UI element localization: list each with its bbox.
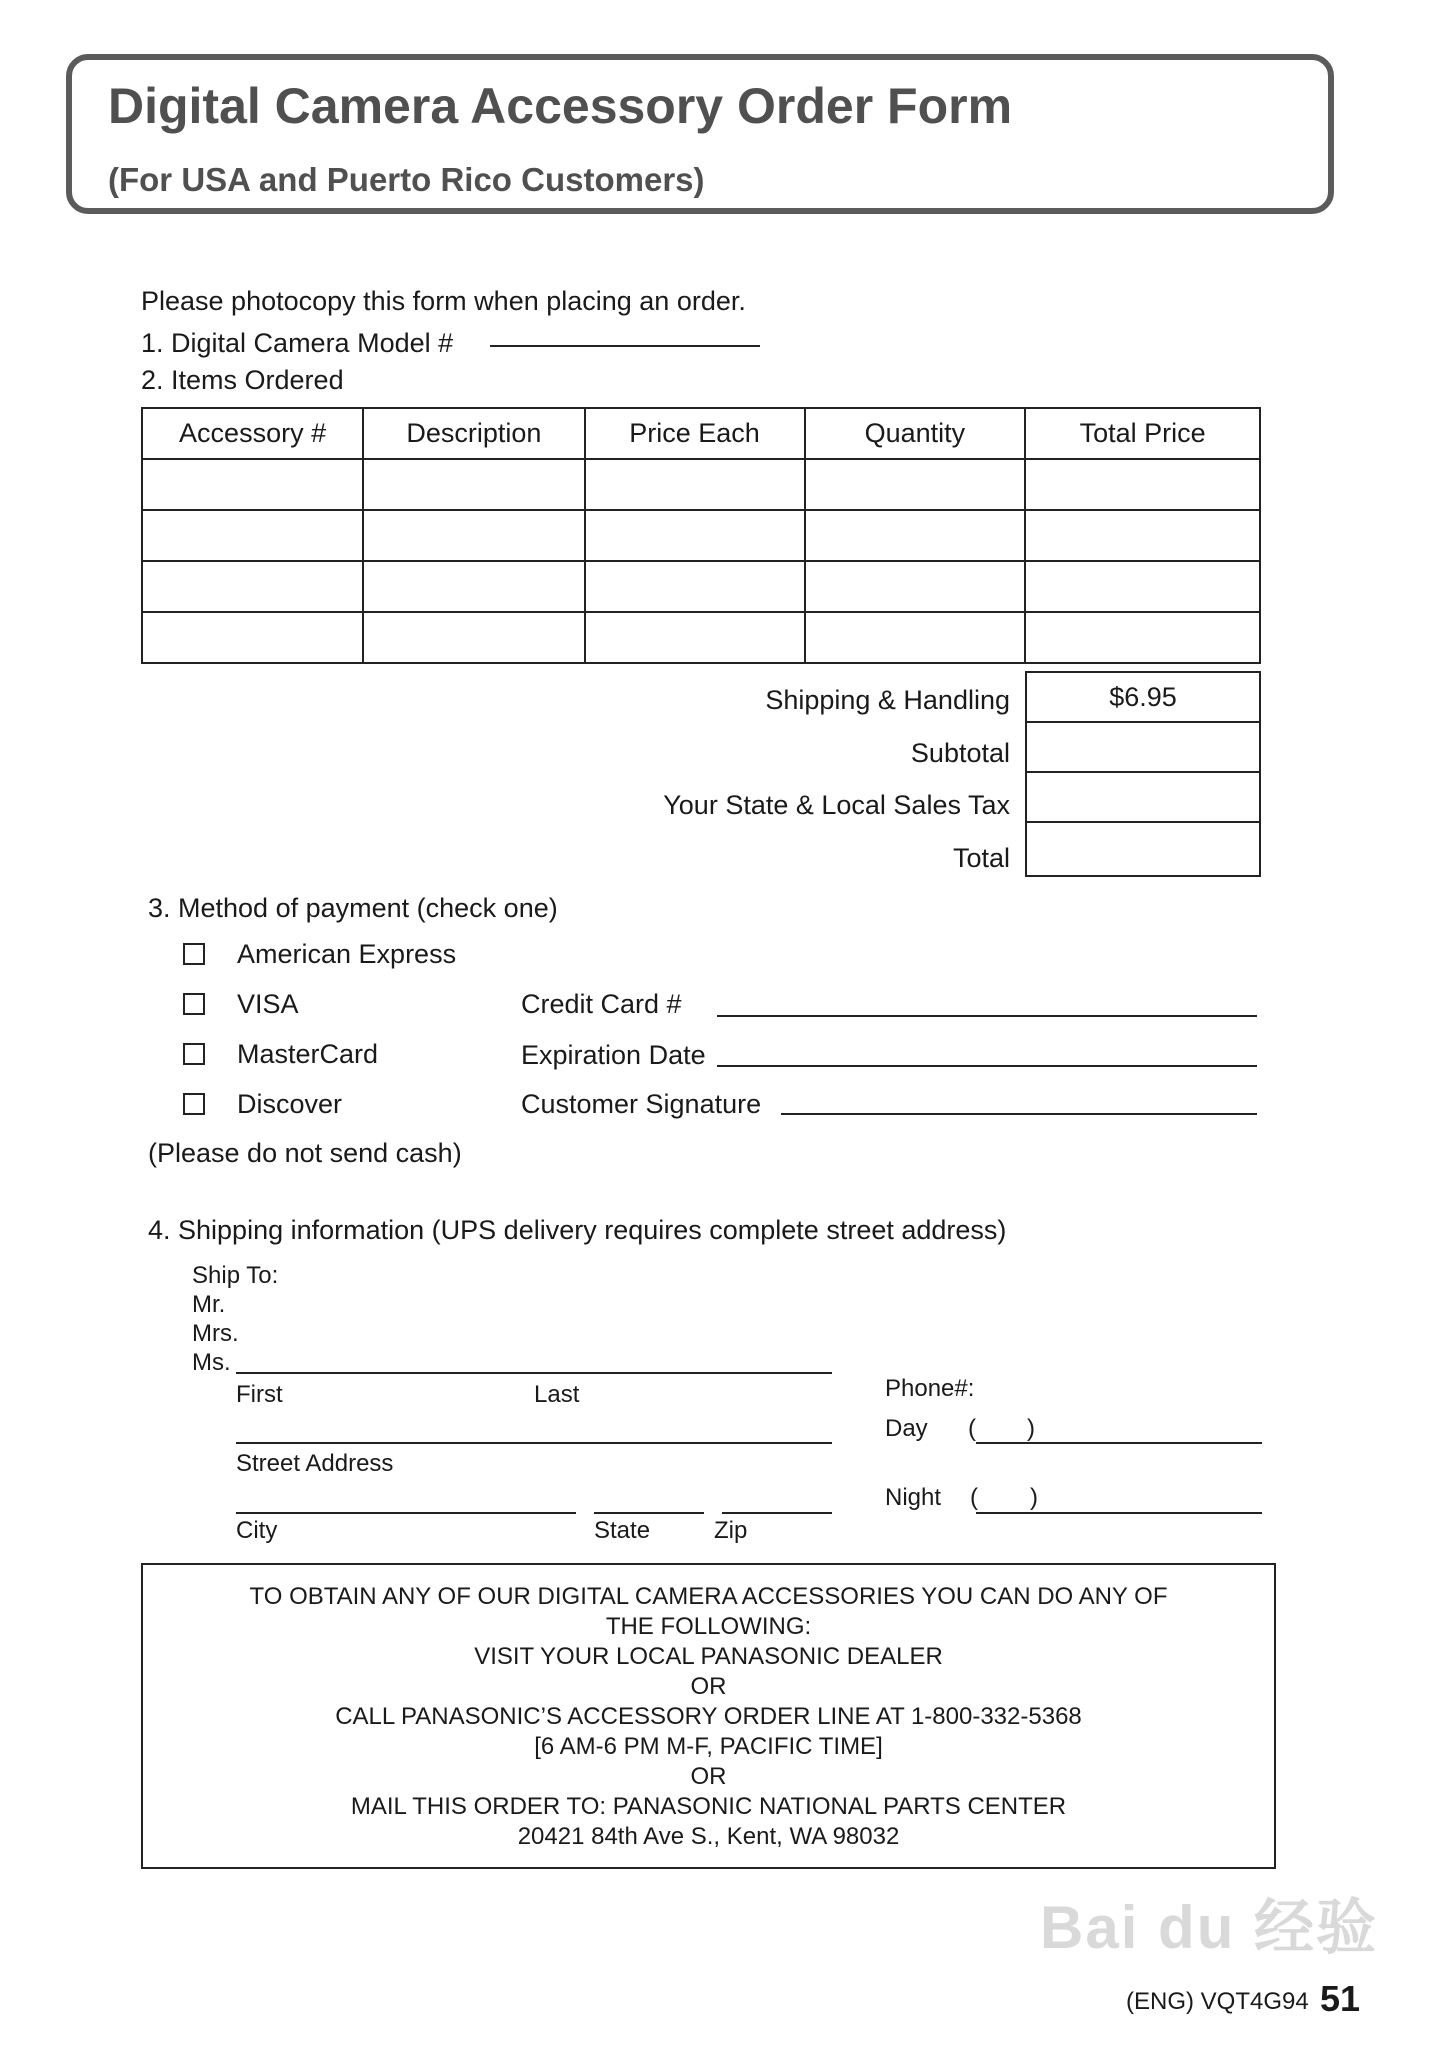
- day-paren-close: ): [1027, 1415, 1035, 1442]
- info-line: [6 AM-6 PM M-F, PACIFIC TIME]: [534, 1733, 883, 1760]
- total-field[interactable]: [1025, 821, 1261, 877]
- table-cell[interactable]: [363, 561, 584, 612]
- table-cell[interactable]: [805, 561, 1026, 612]
- city-label: City: [236, 1517, 278, 1544]
- mrs-label: Mrs.: [192, 1320, 239, 1347]
- sales-tax-label: Your State & Local Sales Tax: [663, 790, 1010, 820]
- zip-label: Zip: [714, 1517, 748, 1544]
- state-label: State: [594, 1517, 651, 1544]
- info-line: THE FOLLOWING:: [605, 1613, 812, 1640]
- photocopy-note: Please photocopy this form when placing an order.: [141, 286, 746, 316]
- option-discover: Discover: [237, 1089, 343, 1119]
- info-line: OR: [690, 1673, 727, 1700]
- table-cell[interactable]: [585, 459, 805, 510]
- table-row: [142, 459, 1260, 510]
- day-phone-field[interactable]: [976, 1442, 1262, 1444]
- table-header-row: [142, 408, 1260, 459]
- table-cell[interactable]: [142, 459, 363, 510]
- ordering-info-box: [141, 1563, 1276, 1869]
- table-cell[interactable]: [805, 612, 1026, 663]
- model-label: 1. Digital Camera Model #: [141, 328, 454, 358]
- items-ordered-label: 2. Items Ordered: [141, 365, 344, 395]
- checkbox-discover[interactable]: [183, 1093, 205, 1115]
- watermark: Bai du 经验: [1040, 1894, 1379, 1961]
- info-line: OR: [690, 1763, 727, 1790]
- checkbox-mastercard[interactable]: [183, 1043, 205, 1065]
- footer-code: (ENG) VQT4G94: [1126, 1988, 1309, 2015]
- table-cell[interactable]: [363, 459, 584, 510]
- header-box: [66, 54, 1334, 214]
- mr-label: Mr.: [192, 1291, 226, 1318]
- customer-signature-label: Customer Signature: [521, 1089, 762, 1119]
- info-line: MAIL THIS ORDER TO: PANASONIC NATIONAL PARTS CENTER: [350, 1793, 1067, 1820]
- table-row: [142, 612, 1260, 663]
- table-cell[interactable]: [585, 561, 805, 612]
- cash-note: (Please do not send cash): [148, 1138, 462, 1168]
- form-title: Digital Camera Accessory Order Form: [108, 78, 1013, 134]
- table-cell[interactable]: [142, 612, 363, 663]
- option-visa: VISA: [237, 989, 299, 1019]
- table-cell[interactable]: [142, 510, 363, 561]
- table-cell[interactable]: [1025, 612, 1260, 663]
- info-line: VISIT YOUR LOCAL PANASONIC DEALER: [474, 1643, 943, 1670]
- expiration-date-label: Expiration Date: [521, 1040, 706, 1070]
- name-field[interactable]: [236, 1372, 832, 1374]
- table-cell[interactable]: [1025, 561, 1260, 612]
- night-paren-close: ): [1030, 1484, 1038, 1511]
- header-accessory: Accessory #: [142, 408, 363, 459]
- expiration-date-field[interactable]: [717, 1065, 1257, 1067]
- first-name-label: First: [236, 1381, 283, 1408]
- table-row: [142, 561, 1260, 612]
- shipping-handling-label: Shipping & Handling: [765, 685, 1010, 715]
- last-name-label: Last: [534, 1381, 580, 1408]
- total-label: Total: [952, 843, 1010, 873]
- ms-label: Ms.: [192, 1349, 231, 1376]
- model-number-field[interactable]: [490, 345, 760, 347]
- header-total-price: Total Price: [1025, 408, 1260, 459]
- street-address-label: Street Address: [236, 1450, 394, 1477]
- shipping-heading: 4. Shipping information (UPS delivery requires complete street address): [148, 1215, 1007, 1245]
- zip-field[interactable]: [722, 1512, 832, 1514]
- info-line: TO OBTAIN ANY OF OUR DIGITAL CAMERA ACCESSORIES YOU CAN DO ANY OF: [249, 1583, 1168, 1610]
- info-line: CALL PANASONIC’S ACCESSORY ORDER LINE AT 1-800-332-5368: [335, 1703, 1082, 1730]
- subtotal-field[interactable]: [1025, 721, 1261, 773]
- table-cell[interactable]: [585, 612, 805, 663]
- header-price-each: Price Each: [585, 408, 805, 459]
- phone-label: Phone#:: [885, 1375, 975, 1402]
- street-address-field[interactable]: [236, 1442, 832, 1444]
- shipping-handling-value: $6.95: [1025, 671, 1261, 723]
- option-mastercard: MasterCard: [237, 1039, 379, 1069]
- option-american-express: American Express: [237, 939, 457, 969]
- table-cell[interactable]: [805, 459, 1026, 510]
- ship-to-label: Ship To:: [192, 1262, 279, 1289]
- sales-tax-field[interactable]: [1025, 771, 1261, 823]
- form-subtitle: (For USA and Puerto Rico Customers): [108, 161, 705, 198]
- table-row: [142, 510, 1260, 561]
- table-cell[interactable]: [1025, 459, 1260, 510]
- checkbox-american-express[interactable]: [183, 943, 205, 965]
- header-description: Description: [363, 408, 584, 459]
- credit-card-field[interactable]: [717, 1015, 1257, 1017]
- city-field[interactable]: [236, 1512, 576, 1514]
- day-phone-label: Day: [885, 1415, 928, 1442]
- table-cell[interactable]: [1025, 510, 1260, 561]
- table-cell[interactable]: [142, 561, 363, 612]
- state-field[interactable]: [594, 1512, 704, 1514]
- night-phone-label: Night: [885, 1484, 942, 1511]
- table-cell[interactable]: [585, 510, 805, 561]
- credit-card-label: Credit Card #: [521, 989, 682, 1019]
- night-paren-open: (: [970, 1484, 978, 1511]
- customer-signature-field[interactable]: [781, 1113, 1257, 1115]
- night-phone-field[interactable]: [976, 1512, 1262, 1514]
- table-cell[interactable]: [363, 510, 584, 561]
- day-paren-open: (: [968, 1415, 976, 1442]
- table-cell[interactable]: [805, 510, 1026, 561]
- items-table: [141, 407, 1261, 664]
- checkbox-visa[interactable]: [183, 993, 205, 1015]
- payment-heading: 3. Method of payment (check one): [148, 893, 558, 923]
- header-quantity: Quantity: [805, 408, 1026, 459]
- info-line: 20421 84th Ave S., Kent, WA 98032: [517, 1823, 900, 1850]
- subtotal-label: Subtotal: [910, 738, 1010, 768]
- table-cell[interactable]: [363, 612, 584, 663]
- page-number: 51: [1320, 1978, 1361, 2019]
